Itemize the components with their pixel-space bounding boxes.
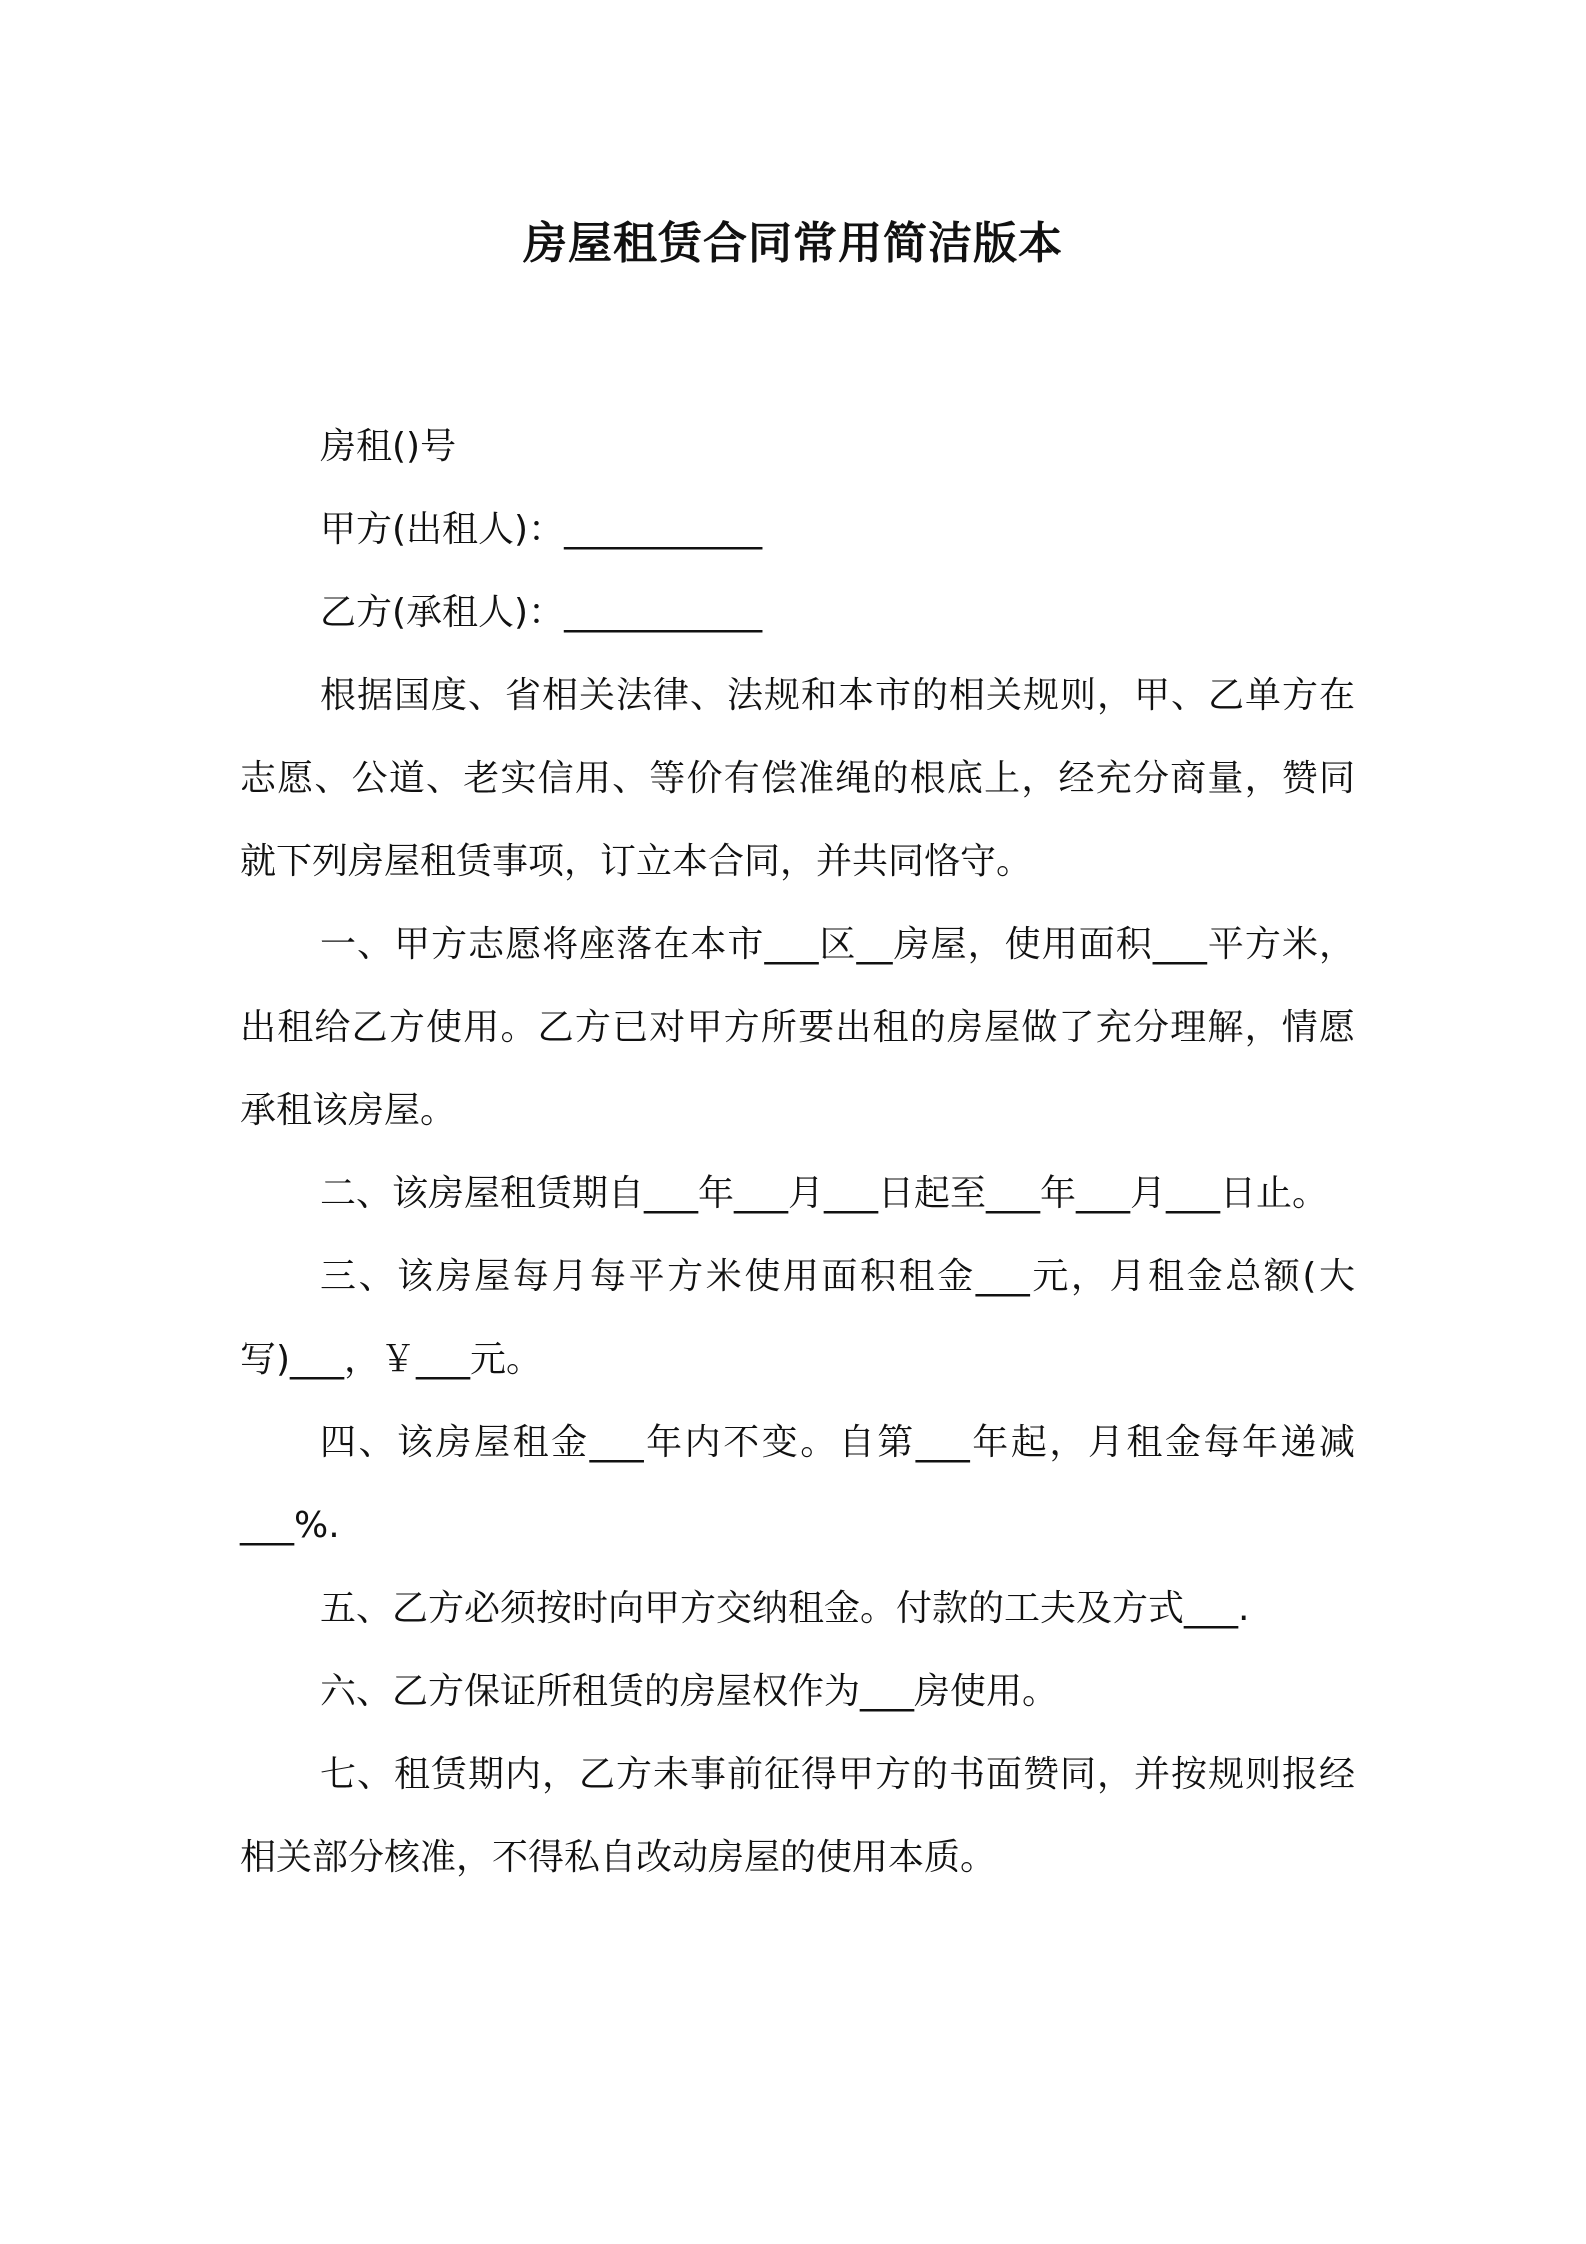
party-b-line: 乙方(承租人)：___________ bbox=[320, 592, 763, 633]
clause-7: 七、租赁期内，乙方未事前征得甲方的书面赞同，并按规则报经相关部分核准，不得私自改动房屋的使用本质。 bbox=[240, 1754, 1355, 1878]
preamble-paragraph: 根据国度、省相关法律、法规和本市的相关规则，甲、乙单方在志愿、公道、老实信用、等价有偿准绳的根底上，经充分商量，赞同就下列房屋租赁事项，订立本合同，并共同恪守。 bbox=[240, 675, 1355, 882]
document-title: 房屋租赁合同常用简洁版本 bbox=[523, 218, 1063, 269]
clause-3: 三、该房屋每月每平方米使用面积租金___元，月租金总额(大写)___，￥___元。 bbox=[240, 1256, 1355, 1380]
clause-1: 一、甲方志愿将座落在本市___区__房屋，使用面积___平方米，出租给乙方使用。乙方已对甲方所要出租的房屋做了充分理解，情愿承租该房屋。 bbox=[240, 924, 1355, 1131]
clause-2: 二、该房屋租赁期自___年___月___日起至___年___月___日止。 bbox=[320, 1173, 1329, 1214]
contract-number: 房租()号 bbox=[320, 426, 457, 467]
clause-5: 五、乙方必须按时向甲方交纳租金。付款的工夫及方式___. bbox=[320, 1588, 1250, 1629]
clause-6: 六、乙方保证所租赁的房屋权作为___房使用。 bbox=[320, 1671, 1059, 1712]
clause-4: 四、该房屋租金___年内不变。自第___年起，月租金每年递减___%. bbox=[240, 1422, 1355, 1546]
document-body bbox=[240, 405, 1355, 1899]
party-a-line: 甲方(出租人)：___________ bbox=[320, 509, 763, 550]
